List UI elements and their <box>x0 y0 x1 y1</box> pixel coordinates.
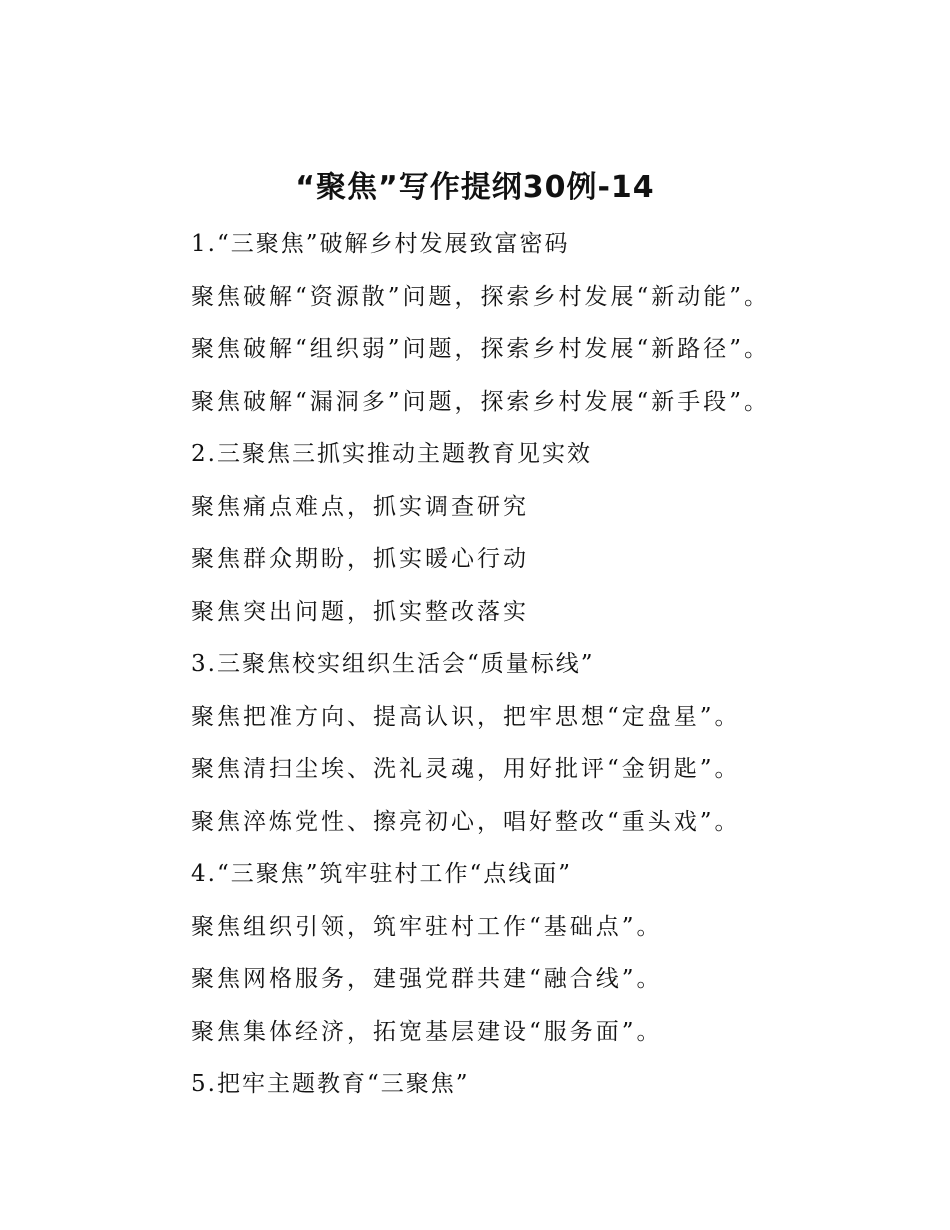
document-title: “聚焦”写作提纲30例-14 <box>295 170 655 205</box>
section-1-point-2: 聚焦破解“组织弱”问题，探索乡村发展“新路径”。 <box>191 336 771 362</box>
document-body <box>191 226 791 1119</box>
section-4-heading: 4.“三聚焦”筑牢驻村工作“点线面” <box>191 861 572 887</box>
section-3-point-1: 聚焦把准方向、提高认识，把牢思想“定盘星”。 <box>191 703 741 730</box>
section-1-point-3: 聚焦破解“漏洞多”问题，探索乡村发展“新手段”。 <box>191 388 771 415</box>
section-2-point-1: 聚焦痛点难点，抓实调查研究 <box>191 493 529 520</box>
section-4-point-1: 聚焦组织引领，筑牢驻村工作“基础点”。 <box>191 913 663 940</box>
section-3-point-3: 聚焦淬炼党性、擦亮初心，唱好整改“重头戏”。 <box>191 808 741 835</box>
section-2-point-3: 聚焦突出问题，抓实整改落实 <box>191 598 529 625</box>
section-3-point-2: 聚焦清扫尘埃、洗礼灵魂，用好批评“金钥匙”。 <box>191 756 741 782</box>
section-4-point-2: 聚焦网格服务，建强党群共建“融合线”。 <box>191 966 663 992</box>
section-5-heading: 5.把牢主题教育“三聚焦” <box>191 1071 470 1097</box>
section-2-heading: 2.三聚焦三抓实推动主题教育见实效 <box>191 441 592 467</box>
section-4-point-3: 聚焦集体经济，拓宽基层建设“服务面”。 <box>191 1018 663 1045</box>
section-1-point-1: 聚焦破解“资源散”问题，探索乡村发展“新动能”。 <box>191 283 771 310</box>
section-1-heading: 1.“三聚焦”破解乡村发展致富密码 <box>191 231 570 257</box>
section-2-point-2: 聚焦群众期盼，抓实暖心行动 <box>191 546 529 572</box>
section-3-heading: 3.三聚焦校实组织生活会“质量标线” <box>191 651 595 677</box>
